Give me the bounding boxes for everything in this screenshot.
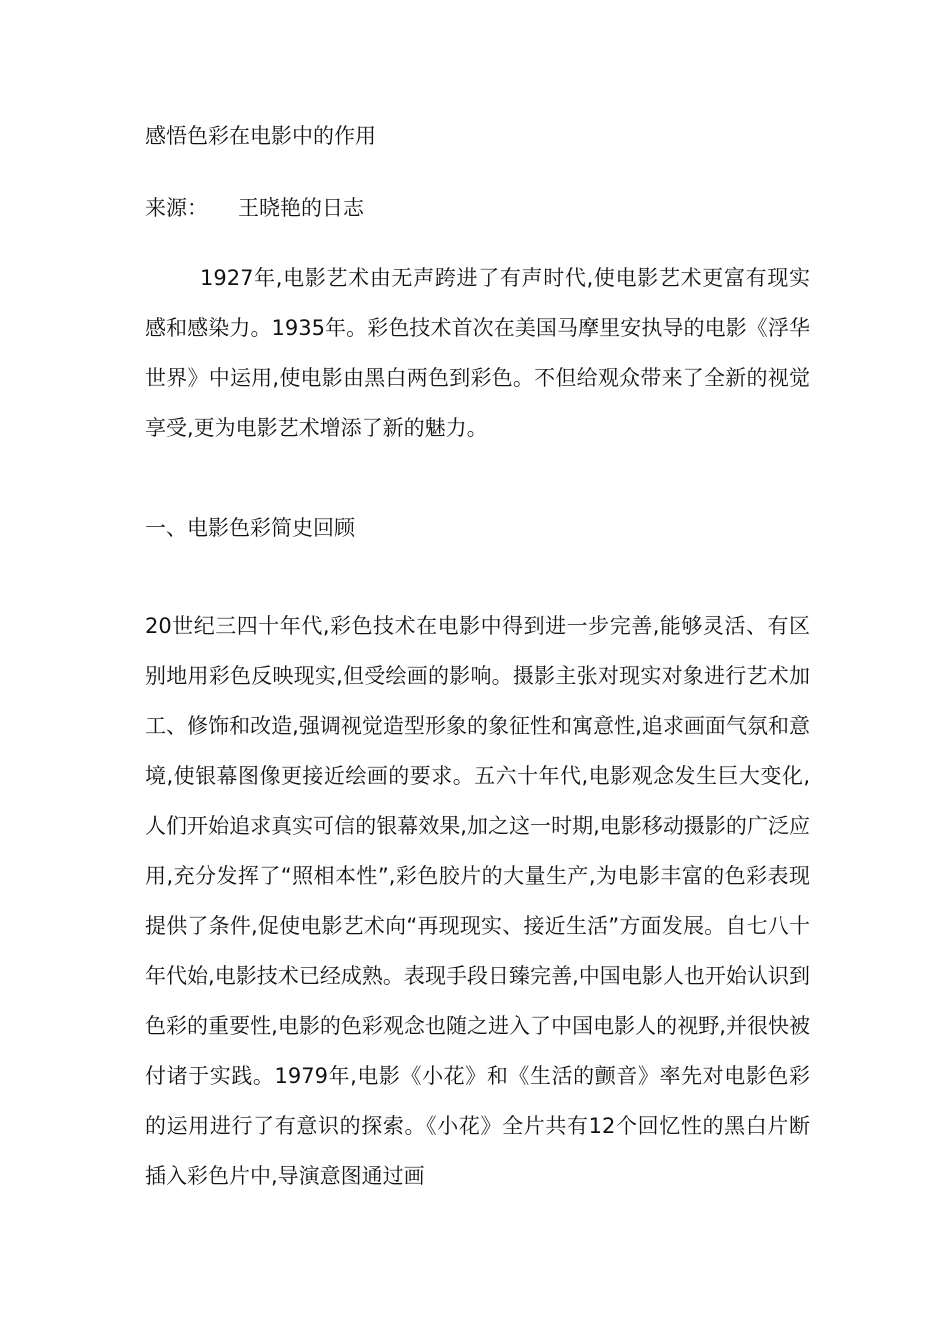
source-label: 来源： [145,196,208,220]
intro-paragraph: 1927年,电影艺术由无声跨进了有声时代,使电影艺术更富有现实感和感染力。1935年。彩色技术首次在美国马摩里安执导的电影《浮华世界》中运用,使电影由黑白两色到彩色。不但给观众带来了全新的视觉享受,更为电影艺术增添了新的魅力。 [145,266,810,440]
body-paragraph: 20世纪三四十年代,彩色技术在电影中得到进一步完善,能够灵活、有区别地用彩色反映现实,但受绘画的影响。摄影主张对现实对象进行艺术加工、修饰和改造,强调视觉造型形象的象征性和寓意性,追求画面气氛和意境,使银幕图像更接近绘画的要求。五六十年代,电影观念发生巨大变化,人们开始追求真实可信的银幕效果,加之这一时期,电影移动摄影的广泛应用,充分发挥了“照相本性”,彩色胶片的大量生产,为电影丰富的色彩表现提供了条件,促使电影艺术向“再现现实、接近生活”方面发展。自七八十年代始,电影技术已经成熟。表现手段日臻完善,中国电影人也开始认识到色彩的重要性,电影的色彩观念也随之进入了中国电影人的视野,并很快被付诸于实践。1979年,电影《小花》和《生活的颤音》率先对电影色彩的运用进行了有意识的探索。《小花》全片共有12个回忆性的黑白片断插入彩色片中,导演意图通过画 [145,614,810,1188]
section-heading: 一、电影色彩简史回顾 [145,516,355,540]
source-value: 王晓艳的日志 [238,196,364,220]
source-line [145,190,364,226]
document-title: 感悟色彩在电影中的作用 [145,124,376,148]
document-page [145,0,810,1344]
